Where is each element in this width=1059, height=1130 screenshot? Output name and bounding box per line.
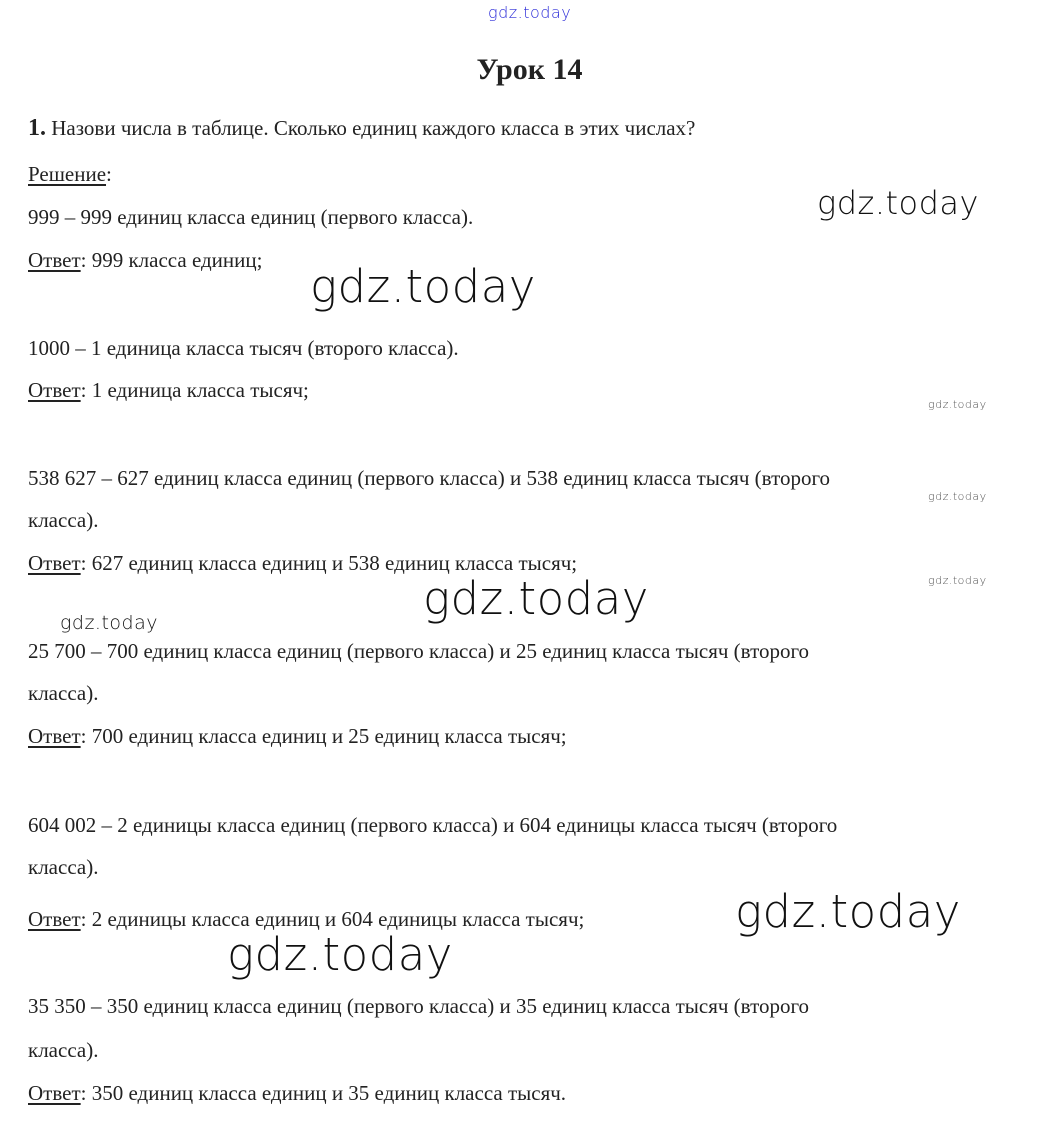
task-line [28, 115, 1039, 141]
item-answer [28, 1080, 1039, 1106]
task-number: 1. [28, 115, 46, 141]
answer-label: Ответ [28, 378, 81, 402]
watermark: gdz.today [735, 885, 961, 938]
watermark: gdz.today [928, 398, 987, 411]
item-answer [28, 377, 1039, 403]
task-text: Назови числа в таблице. Сколько единиц каждого класса в этих числах? [51, 116, 696, 140]
answer-label: Ответ [28, 551, 81, 575]
item-answer [28, 247, 1039, 273]
item-statement: 538 627 – 627 единиц класса единиц (первого класса) и 538 единиц класса тысяч (второго [28, 466, 831, 490]
item-statement: 25 700 – 700 единиц класса единиц (первого класса) и 25 единиц класса тысяч (второго [28, 639, 810, 663]
answer-text: 700 единиц класса единиц и 25 единиц класса тысяч; [86, 724, 567, 748]
watermark: gdz.today [817, 184, 979, 222]
item-statement-cont: класса). [28, 681, 99, 705]
answer-colon: : [80, 907, 87, 931]
solution-colon: : [106, 162, 112, 186]
answer-label: Ответ [28, 1081, 81, 1105]
watermark: gdz.today [310, 260, 536, 313]
answer-text: 350 единиц класса единиц и 35 единиц класса тысяч. [86, 1081, 567, 1105]
answer-label: Ответ [28, 724, 81, 748]
answer-text: 1 единица класса тысяч; [86, 378, 309, 402]
item-answer [28, 906, 1039, 932]
answer-label: Ответ [28, 907, 81, 931]
answer-colon: : [80, 248, 87, 272]
page-title: Урок 14 [476, 53, 583, 86]
watermark: gdz.today [423, 572, 649, 625]
solution-label: Решение [28, 162, 107, 186]
answer-text: 999 класса единиц; [86, 248, 263, 272]
watermark-top: gdz.today [488, 3, 572, 22]
item-statement: 35 350 – 350 единиц класса единиц (первого класса) и 35 единиц класса тысяч (второго [28, 994, 810, 1018]
item-statement: 604 002 – 2 единицы класса единиц (первого класса) и 604 единицы класса тысяч (второго [28, 813, 838, 837]
watermark: gdz.today [928, 490, 987, 503]
watermark: gdz.today [227, 928, 453, 981]
answer-text: 627 единиц класса единиц и 538 единиц класса тысяч; [86, 551, 578, 575]
item-statement-cont: класса). [28, 1038, 99, 1062]
item-answer [28, 550, 1039, 576]
answer-colon: : [80, 1081, 87, 1105]
answer-colon: : [80, 378, 87, 402]
answer-colon: : [80, 724, 87, 748]
answer-text: 2 единицы класса единиц и 604 единицы класса тысяч; [86, 907, 585, 931]
item-statement-cont: класса). [28, 508, 99, 532]
watermark: gdz.today [928, 574, 987, 587]
item-statement-cont: класса). [28, 855, 99, 879]
item-statement: 1000 – 1 единица класса тысяч (второго класса). [28, 336, 459, 360]
watermark: gdz.today [60, 612, 158, 634]
answer-colon: : [80, 551, 87, 575]
item-statement: 999 – 999 единиц класса единиц (первого класса). [28, 205, 474, 229]
answer-label: Ответ [28, 248, 81, 272]
solution-heading [28, 161, 1039, 187]
item-answer [28, 723, 1039, 749]
